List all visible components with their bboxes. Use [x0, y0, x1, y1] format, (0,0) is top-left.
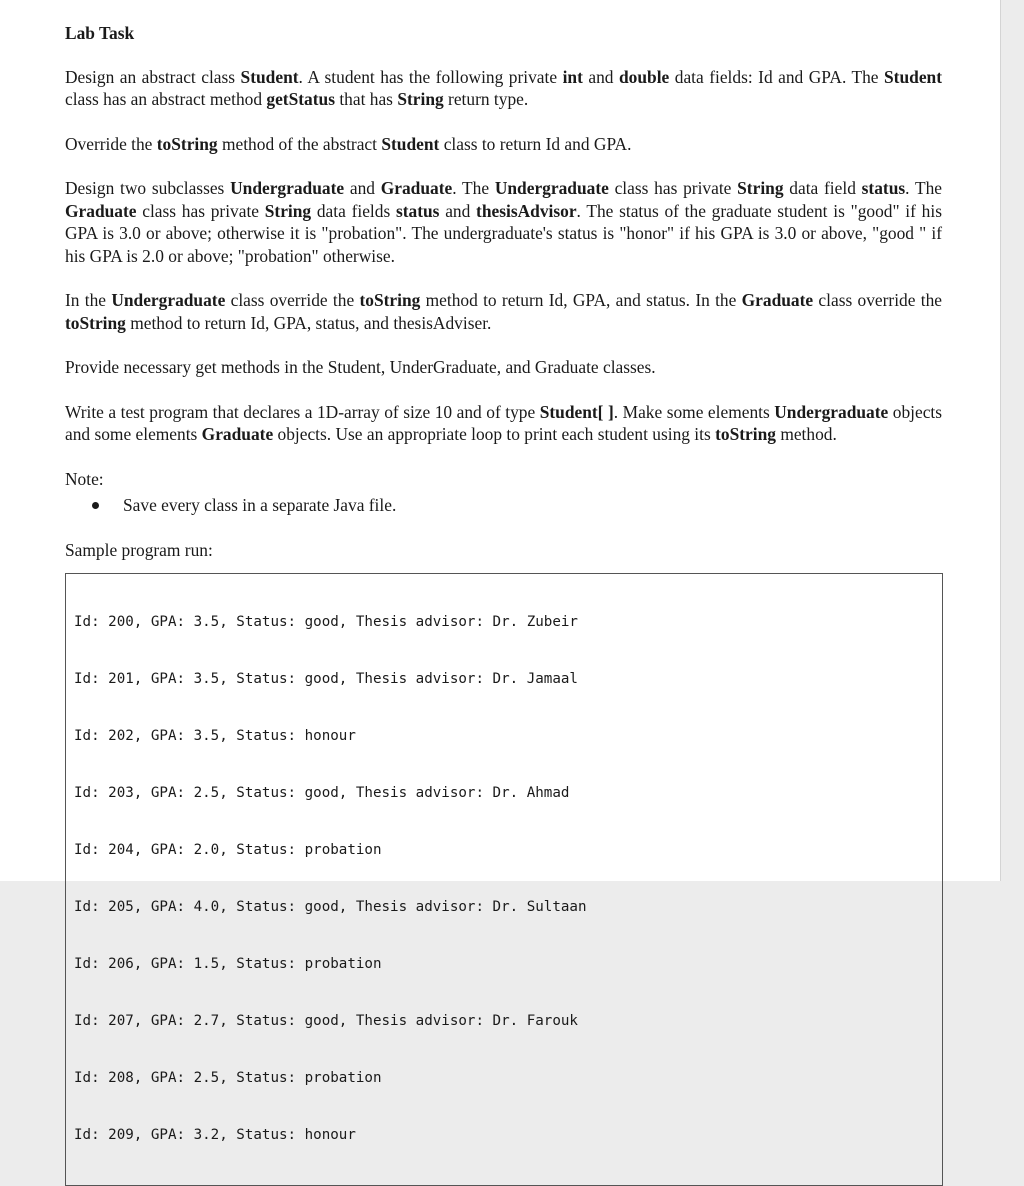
note-label: Note:: [65, 468, 104, 489]
text-run: Design two subclasses: [65, 178, 231, 198]
text-run: that has: [335, 89, 398, 109]
page-title: Lab Task: [65, 23, 135, 43]
output-line: Id: 205, GPA: 4.0, Status: good, Thesis advisor: Dr. Sultaan: [74, 899, 587, 915]
paragraph-override-subclasses: [65, 289, 942, 334]
text-run: data field: [783, 178, 862, 198]
bold-run: Student[ ]: [539, 401, 614, 422]
text-run: objects and some elements: [65, 401, 943, 444]
document-content: [65, 22, 942, 1186]
bold-run: Undergraduate: [230, 178, 345, 198]
sample-run-label: Sample program run:: [65, 539, 213, 560]
text-run: Override the: [65, 133, 157, 154]
text-run: In the: [65, 290, 112, 310]
bold-run: String: [264, 200, 312, 221]
bold-run: Graduate: [65, 200, 137, 221]
bold-run: thesisAdvisor: [476, 200, 577, 221]
paragraph-abstract-class: [65, 66, 942, 111]
bold-run: getStatus: [266, 89, 335, 109]
output-line: Id: 200, GPA: 3.5, Status: good, Thesis advisor: Dr. Zubeir: [74, 614, 578, 630]
output-line: Id: 203, GPA: 2.5, Status: good, Thesis advisor: Dr. Ahmad: [74, 785, 570, 801]
bold-run: status: [395, 200, 440, 221]
bold-run: toString: [359, 290, 421, 310]
text-run: class has an abstract method: [65, 89, 267, 109]
notes-list: [65, 494, 942, 517]
text-run: class has private: [136, 200, 265, 221]
output-line: Id: 209, GPA: 3.2, Status: honour: [74, 1127, 356, 1143]
text-run: and: [344, 178, 381, 198]
output-line: Id: 207, GPA: 2.7, Status: good, Thesis advisor: Dr. Farouk: [74, 1013, 578, 1029]
text-run: . The: [452, 178, 495, 198]
text-run: . The status of the graduate student is "good" if his GPA is 3.0 or above; otherwise it is "probation". The undergraduate's status is "honor" if his GPA is 3.0 or above, "good " if his GPA is 2.0 or above; "probation" otherwise.: [65, 200, 942, 266]
bold-run: String: [397, 89, 444, 109]
text-run: class override the: [813, 290, 942, 310]
output-line: Id: 208, GPA: 2.5, Status: probation: [74, 1070, 382, 1086]
text-run: data fields: Id and GPA. The: [669, 66, 885, 87]
bold-run: String: [737, 178, 784, 198]
bold-run: Graduate: [741, 290, 814, 310]
bold-run: toString: [715, 424, 776, 444]
text-run: class override the: [225, 290, 360, 310]
paragraph-get-methods: Provide necessary get methods in the Student, UnderGraduate, and Graduate classes.: [65, 357, 656, 377]
bullet-icon: [92, 502, 99, 509]
bold-run: Graduate: [201, 424, 274, 444]
text-run: class to return Id and GPA.: [439, 133, 632, 154]
bold-run: Student: [240, 66, 299, 87]
bold-run: int: [562, 66, 583, 87]
text-run: objects. Use an appropriate loop to print each student using its: [273, 424, 716, 444]
text-run: return type.: [443, 89, 529, 109]
text-run: Write a test program that declares a 1D-array of size 10 and of type: [65, 401, 540, 422]
text-run: Design an abstract class: [65, 66, 241, 87]
text-run: and: [439, 200, 477, 221]
text-run: and: [582, 66, 619, 87]
bold-run: Student: [884, 66, 943, 87]
bold-run: Undergraduate: [111, 290, 226, 310]
text-run: method to return Id, GPA, status, and thesisAdviser.: [125, 312, 492, 333]
text-run: . Make some elements: [613, 401, 775, 422]
output-line: Id: 202, GPA: 3.5, Status: honour: [74, 728, 356, 744]
text-run: class has private: [608, 178, 738, 198]
text-run: . The: [905, 178, 942, 198]
text-run: method.: [775, 424, 837, 444]
output-line: Id: 204, GPA: 2.0, Status: probation: [74, 842, 382, 858]
output-line: Id: 201, GPA: 3.5, Status: good, Thesis advisor: Dr. Jamaal: [74, 671, 578, 687]
bold-run: toString: [65, 312, 126, 333]
paragraph-test-program: [65, 401, 942, 446]
list-item: [65, 494, 942, 517]
sample-output-box: [65, 573, 943, 1186]
output-line: Id: 206, GPA: 1.5, Status: probation: [74, 956, 382, 972]
bold-run: Graduate: [380, 178, 453, 198]
bold-run: double: [618, 66, 670, 87]
note-text: Save every class in a separate Java file.: [123, 495, 397, 515]
paragraph-subclasses: [65, 177, 942, 267]
text-run: method to return Id, GPA, and status. In the: [420, 290, 742, 310]
text-run: method of the abstract: [217, 133, 382, 154]
text-run: data fields: [311, 200, 396, 221]
bold-run: Undergraduate: [494, 178, 609, 198]
bold-run: Undergraduate: [774, 401, 889, 422]
bold-run: toString: [156, 133, 218, 154]
bold-run: status: [861, 178, 906, 198]
text-run: . A student has the following private: [298, 66, 563, 87]
bold-run: Student: [381, 133, 440, 154]
paragraph-override-tostring: [65, 133, 942, 156]
